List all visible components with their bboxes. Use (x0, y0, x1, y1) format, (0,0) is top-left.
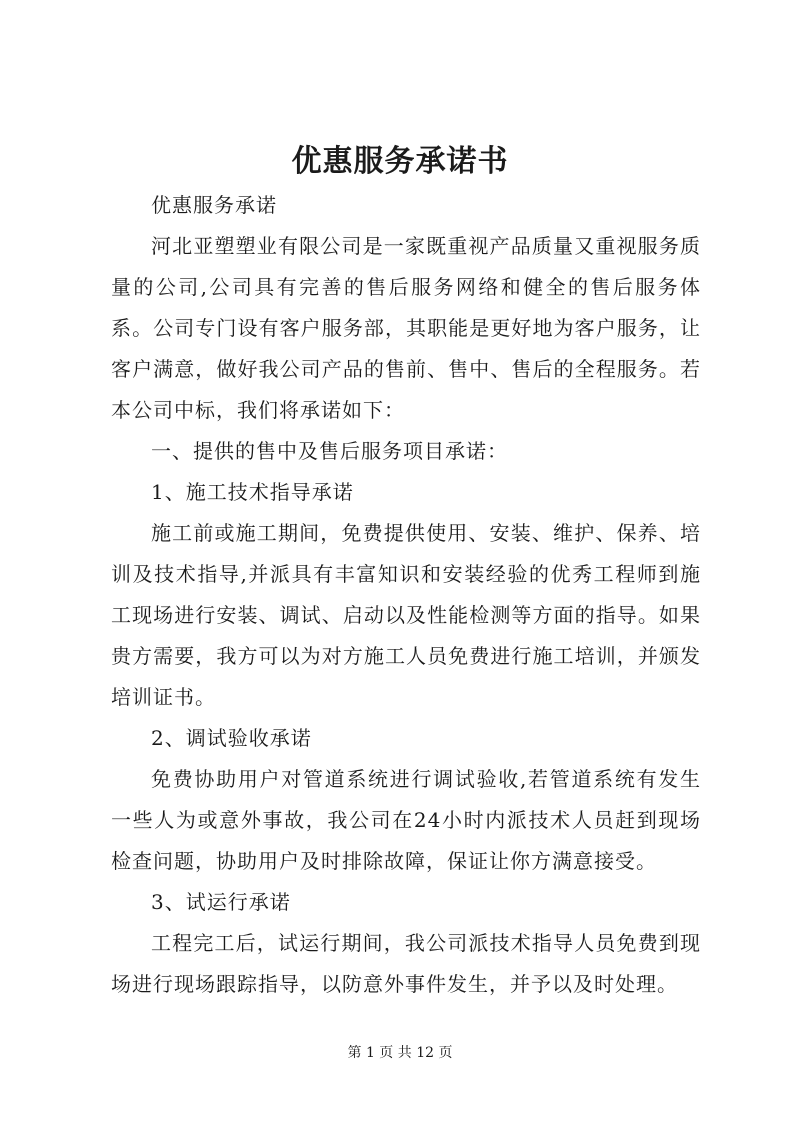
paragraph-item-1: 施工前或施工期间，免费提供使用、安装、维护、保养、培训及技术指导,并派具有丰富知识和安装经验的优秀工程师到施工现场进行安装、调试、启动以及性能检测等方面的指导。如果贵方需要，我方可以为对方施工人员免费进行施工培训，并颁发培训证书。 (111, 521, 701, 709)
item-heading-3: 3、试运行承诺 (151, 890, 291, 914)
document-title: 优惠服务承诺书 (291, 144, 509, 179)
paragraph-heading: 优惠服务承诺 (151, 193, 277, 217)
document-body (111, 185, 701, 1005)
item-heading-2: 2、调试验收承诺 (151, 726, 312, 750)
paragraph-item-3: 工程完工后，试运行期间，我公司派技术指导人员免费到现场进行现场跟踪指导，以防意外事件发生，并予以及时处理。 (111, 931, 701, 996)
page-number-footer: 第 1 页 共 12 页 (347, 1045, 453, 1061)
item-heading-1: 1、施工技术指导承诺 (151, 480, 354, 504)
section-heading-1: 一、提供的售中及售后服务项目承诺： (151, 439, 508, 463)
paragraph-item-2: 免费协助用户对管道系统进行调试验收,若管道系统有发生一些人为或意外事故，我公司在24小时内派技术人员赶到现场检查问题，协助用户及时排除故障，保证让你方满意接受。 (111, 767, 701, 873)
paragraph-intro: 河北亚塑塑业有限公司是一家既重视产品质量又重视服务质量的公司,公司具有完善的售后服务网络和健全的售后服务体系。公司专门设有客户服务部，其职能是更好地为客户服务，让客户满意，做好我公司产品的售前、售中、售后的全程服务。若本公司中标，我们将承诺如下： (111, 234, 701, 422)
